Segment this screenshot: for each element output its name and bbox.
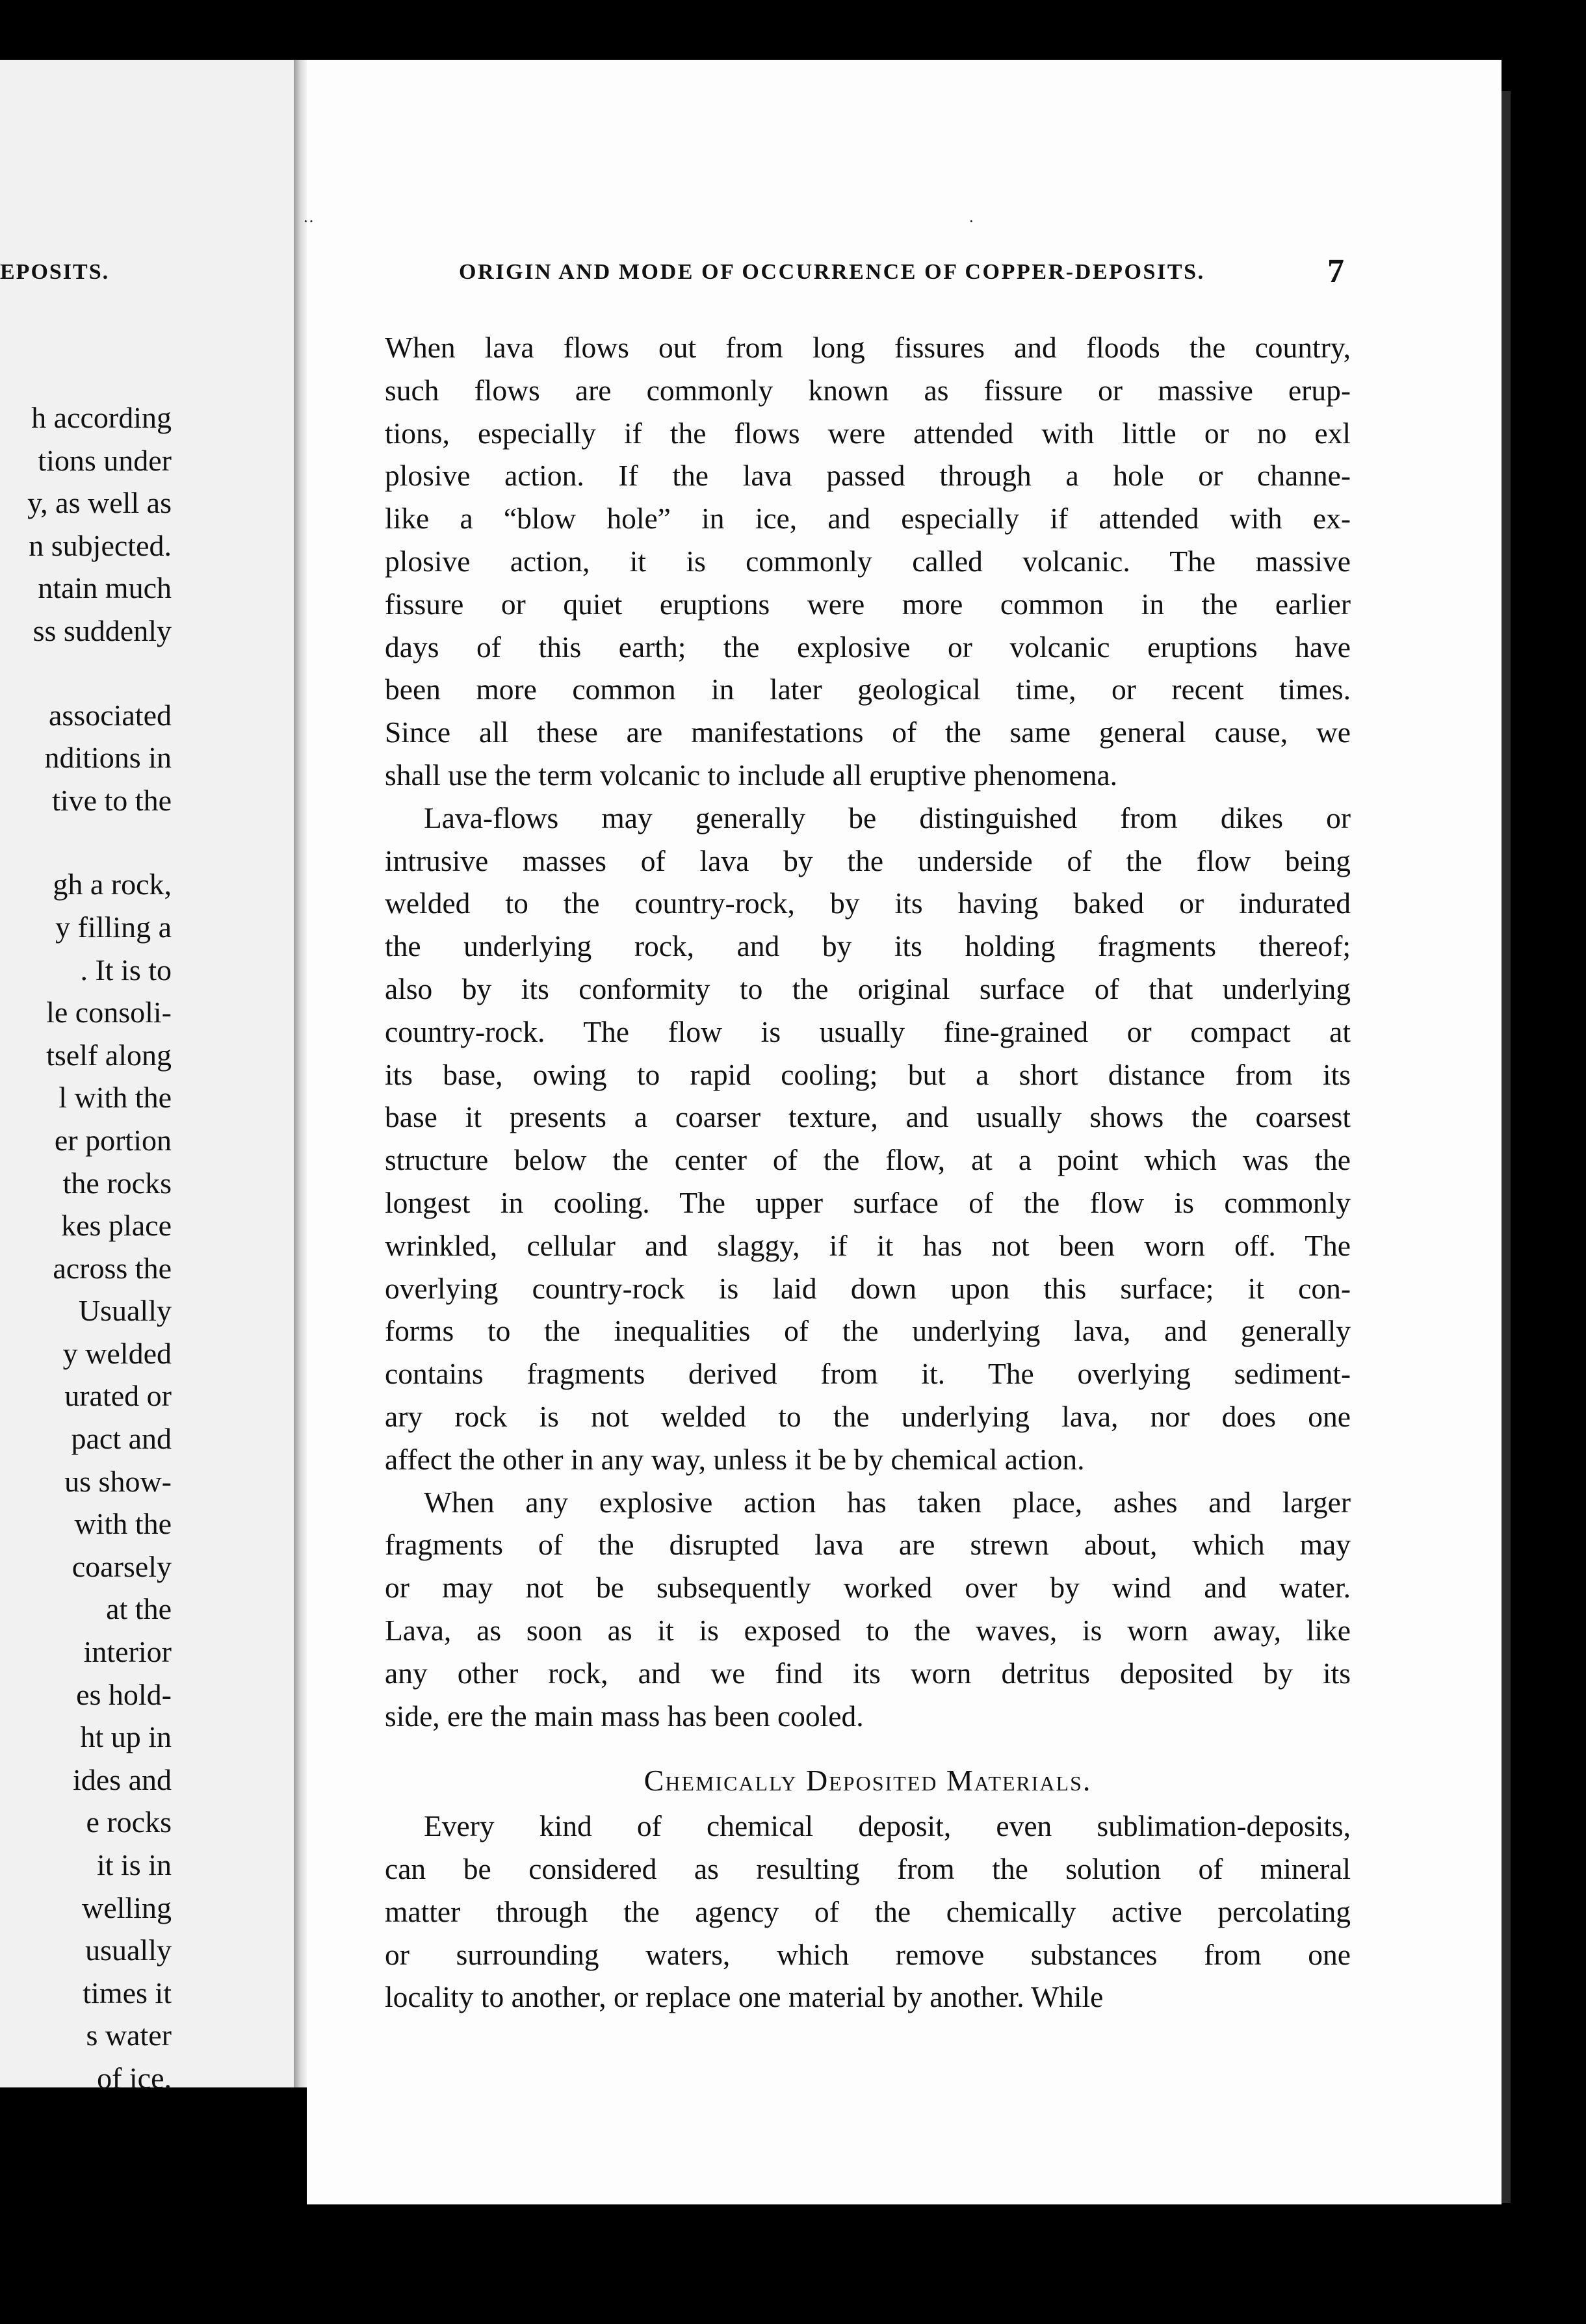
left-running-head: EPOSITS. bbox=[0, 260, 110, 284]
left-text-fragment: tself along bbox=[46, 1038, 172, 1072]
text-line: days of this earth; the explosive or volcanic eruptions have bbox=[385, 630, 1351, 664]
left-text-fragment: ht up in bbox=[80, 1720, 172, 1754]
text-line: Lava-flows may generally be distinguished from dikes or bbox=[424, 801, 1351, 834]
text-line: wrinkled, cellular and slaggy, if it has not been worn off. The bbox=[385, 1228, 1351, 1262]
text-line: the underlying rock, and by its holding fragments thereof; bbox=[385, 929, 1351, 963]
text-line: longest in cooling. The upper surface of the flow is commonly bbox=[385, 1185, 1351, 1219]
left-text-fragment: gh a rock, bbox=[53, 868, 172, 901]
left-text-fragment: n subjected. bbox=[29, 528, 172, 562]
text-line: Since all these are manifestations of the same general cause, we bbox=[385, 716, 1351, 749]
left-text-fragment: . It is to bbox=[80, 953, 172, 987]
text-line: overlying country-rock is laid down upon this surface; it con- bbox=[385, 1271, 1351, 1305]
left-text-fragment: y, as well as bbox=[27, 486, 172, 520]
section-heading: Chemically Deposited Materials. bbox=[644, 1764, 1092, 1798]
text-line: fragments of the disrupted lava are strewn about, which may bbox=[385, 1528, 1351, 1562]
text-line: shall use the term volcanic to include all eruptive phenomena. bbox=[385, 758, 1118, 792]
text-line: also by its conformity to the original surface of that underlying bbox=[385, 972, 1351, 1005]
text-line: side, ere the main mass has been cooled. bbox=[385, 1699, 864, 1733]
paragraph-gap bbox=[0, 652, 172, 694]
text-line: can be considered as resulting from the solution of mineral bbox=[385, 1852, 1351, 1886]
left-text-fragment: le consoli- bbox=[46, 996, 172, 1029]
paragraph-1 bbox=[385, 326, 1351, 797]
page-edge-shadow bbox=[1502, 91, 1511, 2203]
left-text-fragment: kes place bbox=[61, 1209, 172, 1243]
left-text-fragment: Usually bbox=[78, 1294, 172, 1328]
text-line: its base, owing to rapid cooling; but a short distance from its bbox=[385, 1057, 1351, 1091]
left-text-fragment: pact and bbox=[71, 1422, 172, 1456]
left-text-fragment: e rocks bbox=[86, 1805, 172, 1839]
text-line: plosive action, it is commonly called volcanic. The massive bbox=[385, 544, 1351, 578]
text-line: or surrounding waters, which remove substances from one bbox=[385, 1937, 1351, 1971]
text-line: matter through the agency of the chemically active percolating bbox=[385, 1894, 1351, 1928]
left-text-fragment: at the bbox=[106, 1592, 172, 1626]
text-line: or may not be subsequently worked over by wind and water. bbox=[385, 1571, 1351, 1605]
left-text-fragment: es hold- bbox=[76, 1677, 172, 1711]
text-line: forms to the inequalities of the underlying lava, and generally bbox=[385, 1314, 1351, 1348]
text-line: country-rock. The flow is usually fine-grained or compact at bbox=[385, 1014, 1351, 1048]
text-line: such flows are commonly known as fissure or massive erup- bbox=[385, 373, 1351, 407]
text-line: Every kind of chemical deposit, even sublimation-deposits, bbox=[424, 1809, 1351, 1843]
text-line: tions, especially if the flows were attended with little or no exl bbox=[385, 416, 1351, 450]
left-text-fragment: ss suddenly bbox=[32, 613, 172, 647]
text-line: base it presents a coarser texture, and usually shows the coarsest bbox=[385, 1100, 1351, 1134]
paragraph-3 bbox=[385, 1481, 1351, 1738]
left-text-fragment: h according bbox=[31, 401, 172, 434]
text-line: locality to another, or replace one material by another. While bbox=[385, 1980, 1104, 2014]
left-text-fragment: the rocks bbox=[62, 1166, 172, 1200]
running-head: ORIGIN AND MODE OF OCCURRENCE OF COPPER-DEPOSITS. bbox=[459, 260, 1205, 284]
left-text-fragment: us show- bbox=[64, 1464, 172, 1498]
left-page bbox=[0, 60, 294, 2095]
left-text-fragment: welling bbox=[82, 1891, 172, 1924]
text-line: fissure or quiet eruptions were more common in the earlier bbox=[385, 587, 1351, 621]
text-line: Lava, as soon as it is exposed to the waves, is worn away, like bbox=[385, 1613, 1351, 1647]
text-line: contains fragments derived from it. The overlying sediment- bbox=[385, 1357, 1351, 1391]
paragraph-gap bbox=[0, 821, 172, 863]
left-text-fragment: l with the bbox=[58, 1081, 172, 1115]
text-line: When lava flows out from long fissures and floods the country, bbox=[385, 331, 1351, 364]
scan-speck: ·· bbox=[303, 212, 315, 231]
left-text-fragment: ides and bbox=[72, 1762, 172, 1796]
text-line: When any explosive action has taken place, ashes and larger bbox=[424, 1485, 1351, 1519]
left-text-fragment: of ice. bbox=[97, 2061, 172, 2095]
left-text-fragment: y filling a bbox=[55, 910, 172, 944]
text-line: structure below the center of the flow, at a point which was the bbox=[385, 1143, 1351, 1177]
left-text-fragment: tive to the bbox=[52, 783, 172, 817]
text-line: intrusive masses of lava by the underside of the flow being bbox=[385, 844, 1351, 877]
text-line: plosive action. If the lava passed through a hole or channe- bbox=[385, 459, 1351, 493]
left-text-fragment: tions under bbox=[38, 443, 172, 477]
paragraph-4 bbox=[385, 1805, 1351, 2019]
left-text-fragment: er portion bbox=[54, 1123, 172, 1157]
paragraph-2 bbox=[385, 797, 1351, 1481]
left-text-fragment: coarsely bbox=[72, 1549, 172, 1583]
left-text-fragment: with the bbox=[74, 1507, 172, 1541]
left-text-fragment: urated or bbox=[64, 1379, 172, 1413]
left-page-text bbox=[0, 396, 172, 2100]
text-line: welded to the country-rock, by its having baked or indurated bbox=[385, 886, 1351, 920]
text-line: affect the other in any way, unless it be by chemical action. bbox=[385, 1442, 1085, 1476]
left-text-fragment: s water bbox=[86, 2019, 172, 2052]
left-text-fragment: usually bbox=[85, 1933, 172, 1967]
page-number: 7 bbox=[1327, 253, 1344, 290]
left-text-fragment: interior bbox=[83, 1635, 172, 1669]
left-text-fragment: ntain much bbox=[38, 571, 172, 605]
text-line: any other rock, and we find its worn detritus deposited by its bbox=[385, 1656, 1351, 1690]
left-text-fragment: nditions in bbox=[44, 741, 172, 775]
page-body bbox=[385, 326, 1351, 2019]
scan-speck: · bbox=[968, 212, 974, 231]
left-text-fragment: associated bbox=[48, 698, 172, 732]
book-gutter bbox=[294, 60, 307, 2087]
left-text-fragment: it is in bbox=[96, 1848, 172, 1881]
text-line: ary rock is not welded to the underlying lava, nor does one bbox=[385, 1399, 1351, 1433]
left-text-fragment: times it bbox=[83, 1976, 172, 2009]
left-text-fragment: y welded bbox=[62, 1336, 172, 1370]
text-line: been more common in later geological time, or recent times. bbox=[385, 673, 1351, 706]
left-text-fragment: across the bbox=[53, 1251, 172, 1285]
text-line: like a “blow hole” in ice, and especially if attended with ex- bbox=[385, 502, 1351, 536]
